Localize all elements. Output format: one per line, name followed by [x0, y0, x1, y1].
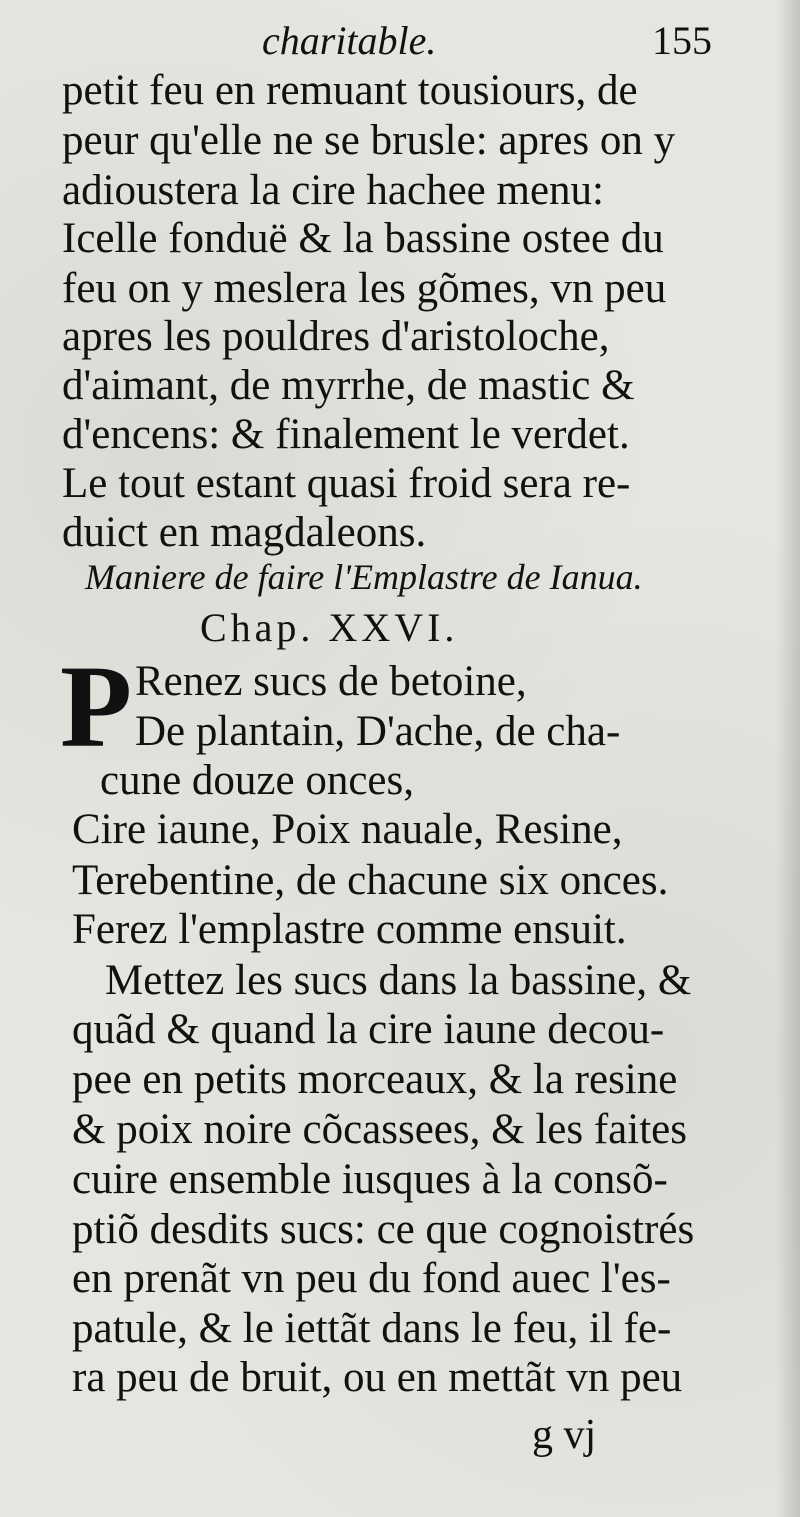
text-line: Mettez les sucs dans la bassine, &: [105, 957, 692, 1004]
text-line: duict en magdaleons.: [62, 509, 427, 556]
text-line: ptiõ desdits sucs: ce que cognoistrés: [72, 1206, 695, 1253]
page-edge-shadow: [776, 0, 800, 1517]
text-line: feu on y meslera les gõmes, vn peu: [62, 265, 667, 312]
text-line: petit feu en remuant tousiours, de: [62, 67, 638, 114]
text-line: Cire iaune, Poix nauale, Resine,: [72, 806, 623, 853]
section-heading: Maniere de faire l'Emplastre de Ianua.: [85, 557, 643, 597]
text-line: patule, & le iettãt dans le feu, il fe-: [72, 1305, 672, 1352]
text-line: cuire ensemble iusques à la consõ-: [72, 1156, 668, 1203]
text-line: Renez sucs de betoine,: [135, 658, 527, 705]
text-line: ra peu de bruit, ou en mettãt vn peu: [72, 1354, 683, 1401]
text-line: Ferez l'emplastre comme ensuit.: [72, 906, 627, 953]
text-line: peur qu'elle ne se brusle: apres on y: [62, 117, 676, 164]
text-line: en prenãt vn peu du fond auec l'es-: [72, 1255, 671, 1302]
text-line: De plantain, D'ache, de cha-: [135, 708, 621, 755]
text-line: d'aimant, de myrrhe, de mastic &: [62, 362, 635, 409]
text-line: Icelle fonduë & la bassine ostee du: [62, 215, 664, 262]
running-head: [0, 10, 800, 70]
drop-cap: P: [60, 641, 133, 772]
chapter-heading: Chap. XXVI.: [200, 605, 459, 650]
text-line: quãd & quand la cire iaune decou-: [72, 1006, 665, 1053]
running-head-title: charitable.: [262, 18, 437, 63]
text-line: Le tout estant quasi froid sera re-: [62, 460, 631, 507]
text-line: pee en petits morceaux, & la resine: [72, 1056, 678, 1103]
text-line: Terebentine, de chacune six onces.: [72, 857, 669, 904]
text-line: & poix noire cõcassees, & les faites: [72, 1106, 687, 1153]
text-line: adioustera la cire hachee menu:: [62, 167, 604, 214]
text-line: apres les pouldres d'aristoloche,: [62, 313, 610, 360]
signature-mark: g vj: [532, 1412, 597, 1458]
text-line: d'encens: & finalement le verdet.: [62, 411, 630, 458]
text-line: cune douze onces,: [100, 757, 414, 804]
page-number: 155: [652, 18, 712, 63]
